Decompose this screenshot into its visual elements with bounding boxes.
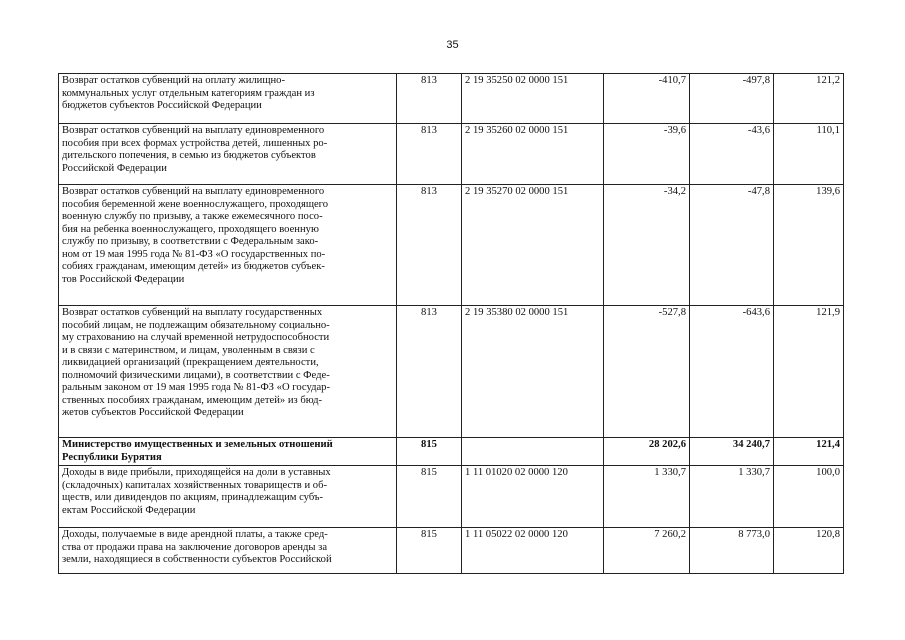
page-number: 35 [446, 39, 459, 51]
table-row [59, 74, 844, 124]
admin-code-cell: 813 [397, 185, 462, 306]
budget-classification-code-cell: 2 19 35270 02 0000 151 [462, 185, 604, 306]
table-row [59, 124, 844, 185]
value-curr-cell: -47,8 [690, 185, 774, 306]
revenue-name-cell: Возврат остатков субвенций на выплату единовременного пособия при всех формах устройства детей, лишенных ро- дительского попечения, в семью из бюджетов субъектов Российской Федерации [59, 124, 397, 185]
value-curr-cell: -497,8 [690, 74, 774, 124]
budget-classification-code-cell: 2 19 35260 02 0000 151 [462, 124, 604, 185]
ministry-name-cell: Министерство имущественных и земельных отношений Республики Бурятия [59, 438, 397, 466]
table-row [59, 466, 844, 528]
value-curr-cell: 34 240,7 [690, 438, 774, 466]
percent-cell: 121,2 [774, 74, 844, 124]
value-prev-cell: 7 260,2 [604, 528, 690, 574]
value-prev-cell: -410,7 [604, 74, 690, 124]
admin-code-cell: 813 [397, 74, 462, 124]
admin-code-cell: 813 [397, 124, 462, 185]
value-prev-cell: -527,8 [604, 306, 690, 438]
revenue-name-cell: Возврат остатков субвенций на оплату жилищно- коммунальных услуг отдельным категориям граждан из бюджетов субъектов Российской Федерации [59, 74, 397, 124]
percent-cell: 121,4 [774, 438, 844, 466]
value-curr-cell: 1 330,7 [690, 466, 774, 528]
budget-classification-code-cell: 2 19 35380 02 0000 151 [462, 306, 604, 438]
table-row-ministry-total [59, 438, 844, 466]
revenue-name-cell: Возврат остатков субвенций на выплату государственных пособий лицам, не подлежащим обязательному социально- му страхованию на случай временной нетрудоспособности и в связи с материнством, и лицам, уволенным в связи с ликвидацией организаций (прекращением деятельности, полномочий физическими лицами), в соответствии с Феде- ральным законом от 19 мая 1995 года № 81-ФЗ «О государ- ственных пособиях гражданам, имеющим детей» из бюд- жетов субъектов Российской Федерации [59, 306, 397, 438]
revenue-name-cell: Доходы, получаемые в виде арендной платы, а также сред- ства от продажи права на заключение договоров аренды за земли, находящиеся в собственности субъектов Российской [59, 528, 397, 574]
budget-classification-code-cell: 2 19 35250 02 0000 151 [462, 74, 604, 124]
budget-classification-code-cell: 1 11 05022 02 0000 120 [462, 528, 604, 574]
admin-code-cell: 815 [397, 528, 462, 574]
percent-cell: 121,9 [774, 306, 844, 438]
budget-classification-code-cell [462, 438, 604, 466]
percent-cell: 139,6 [774, 185, 844, 306]
value-prev-cell: -34,2 [604, 185, 690, 306]
percent-cell: 110,1 [774, 124, 844, 185]
value-curr-cell: 8 773,0 [690, 528, 774, 574]
budget-classification-code-cell: 1 11 01020 02 0000 120 [462, 466, 604, 528]
value-curr-cell: -43,6 [690, 124, 774, 185]
budget-revenue-table [58, 73, 844, 574]
table-row [59, 306, 844, 438]
revenue-name-cell: Доходы в виде прибыли, приходящейся на доли в уставных (складочных) капиталах хозяйственных товариществ и об- ществ, или дивидендов по акциям, принадлежащим субъ- ектам Российской Федерации [59, 466, 397, 528]
table-row [59, 185, 844, 306]
page-bottom-margin [0, 577, 905, 640]
value-prev-cell: 28 202,6 [604, 438, 690, 466]
percent-cell: 100,0 [774, 466, 844, 528]
value-prev-cell: 1 330,7 [604, 466, 690, 528]
admin-code-cell: 815 [397, 466, 462, 528]
value-prev-cell: -39,6 [604, 124, 690, 185]
value-curr-cell: -643,6 [690, 306, 774, 438]
admin-code-cell: 815 [397, 438, 462, 466]
admin-code-cell: 813 [397, 306, 462, 438]
table-row [59, 528, 844, 574]
revenue-name-cell: Возврат остатков субвенций на выплату единовременного пособия беременной жене военнослужащего, проходящего военную службу по призыву, а также ежемесячного посо- бия на ребенка военнослужащего, проходящего военную службу по призыву, в соответствии с Федеральным зако- ном от 19 мая 1995 года № 81-ФЗ «О государственных по- собиях гражданам, имеющим детей» из бюджетов субъек- тов Российской Федерации [59, 185, 397, 306]
percent-cell: 120,8 [774, 528, 844, 574]
